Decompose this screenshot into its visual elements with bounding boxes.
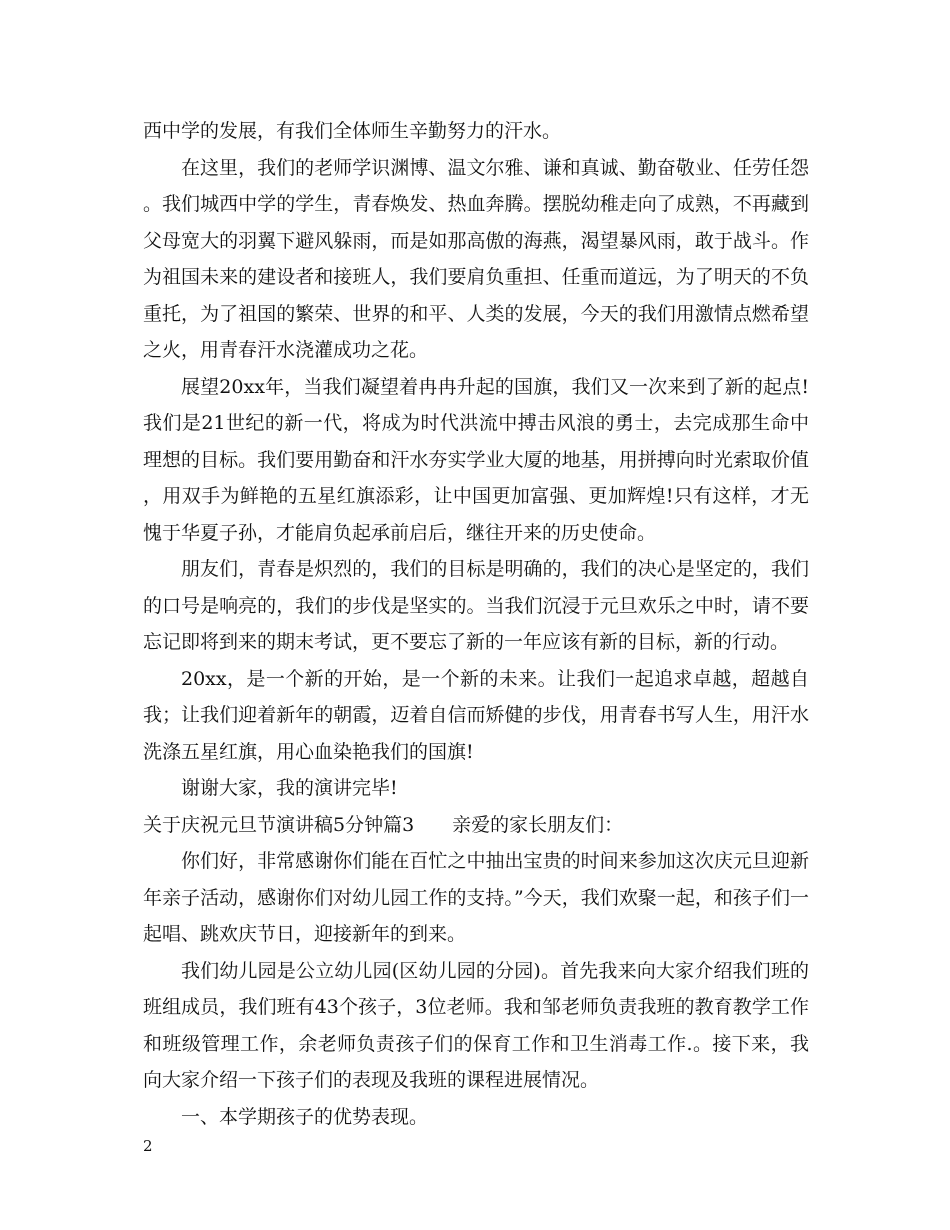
paragraph-8: 你们好，非常感谢你们能在百忙之中抽出宝贵的时间来参加这次庆元旦迎新年亲子活动，感谢你们对幼儿园工作的支持。”今天，我们欢聚一起，和孩子们一起唱、跳欢庆节日，迎接新年的到来。 [143, 850, 809, 945]
paragraph-4: 朋友们，青春是炽烈的，我们的目标是明确的，我们的决心是坚定的，我们的口号是响亮的，我们的步伐是坚实的。当我们沉浸于元旦欢乐之中时，请不要忘记即将到来的期末考试，更不要忘了新的一年应该有新的目标，新的行动。 [143, 558, 809, 653]
paragraph-6: 谢谢大家，我的演讲完毕! [181, 777, 398, 799]
paragraph-3: 展望20xx年，当我们凝望着冉冉升起的国旗，我们又一次来到了新的起点!我们是21世纪的新一代，将成为时代洪流中搏击风浪的勇士，去完成那生命中理想的目标。我们要用勤奋和汗水夯实学业大厦的地基，用拼搏向时光索取价值，用双手为鲜艳的五星红旗添彩，让中国更加富强、更加辉煌!只有这样，才无愧于华夏子孙，才能肩负起承前启后，继往开来的历史使命。 [143, 375, 809, 544]
page-number: 2 [143, 1137, 153, 1155]
document-body [143, 113, 809, 1135]
paragraph-10: 一、本学期孩子的优势表现。 [181, 1105, 429, 1128]
paragraph-5: 20xx，是一个新的开始，是一个新的未来。让我们一起追求卓越，超越自我；让我们迎着新年的朝霞，迈着自信而矫健的步伐，用青春书写人生，用汗水洗涤五星红旗，用心血染艳我们的国旗! [143, 667, 809, 763]
paragraph-2: 在这里，我们的老师学识渊博、温文尔雅、谦和真诚、勤奋敬业、任劳任怨。我们城西中学的学生，青春焕发、热血奔腾。摆脱幼稚走向了成熟，不再藏到父母宽大的羽翼下避风躲雨，而是如那高傲的海燕，渴望暴风雨，敢于战斗。作为祖国未来的建设者和接班人，我们要肩负重担、任重而道远，为了明天的不负重托，为了祖国的繁荣、世界的和平、人类的发展，今天的我们用激情点燃希望之火，用青春汗水浇灌成功之花。 [143, 156, 809, 361]
paragraph-1: 西中学的发展，有我们全体师生辛勤努力的汗水。 [143, 120, 562, 142]
paragraph-9: 我们幼儿园是公立幼儿园(区幼儿园的分园)。首先我来向大家介绍我们班的班组成员，我们班有43个孩子，3位老师。我和邹老师负责我班的教育教学工作和班级管理工作，余老师负责孩子们的保育工作和卫生消毒工作.。接下来，我向大家介绍一下孩子们的表现及我班的课程进展情况。 [143, 959, 809, 1091]
section-heading: 关于庆祝元旦节演讲稿5分钟篇3 亲爱的家长朋友们： [143, 813, 624, 836]
